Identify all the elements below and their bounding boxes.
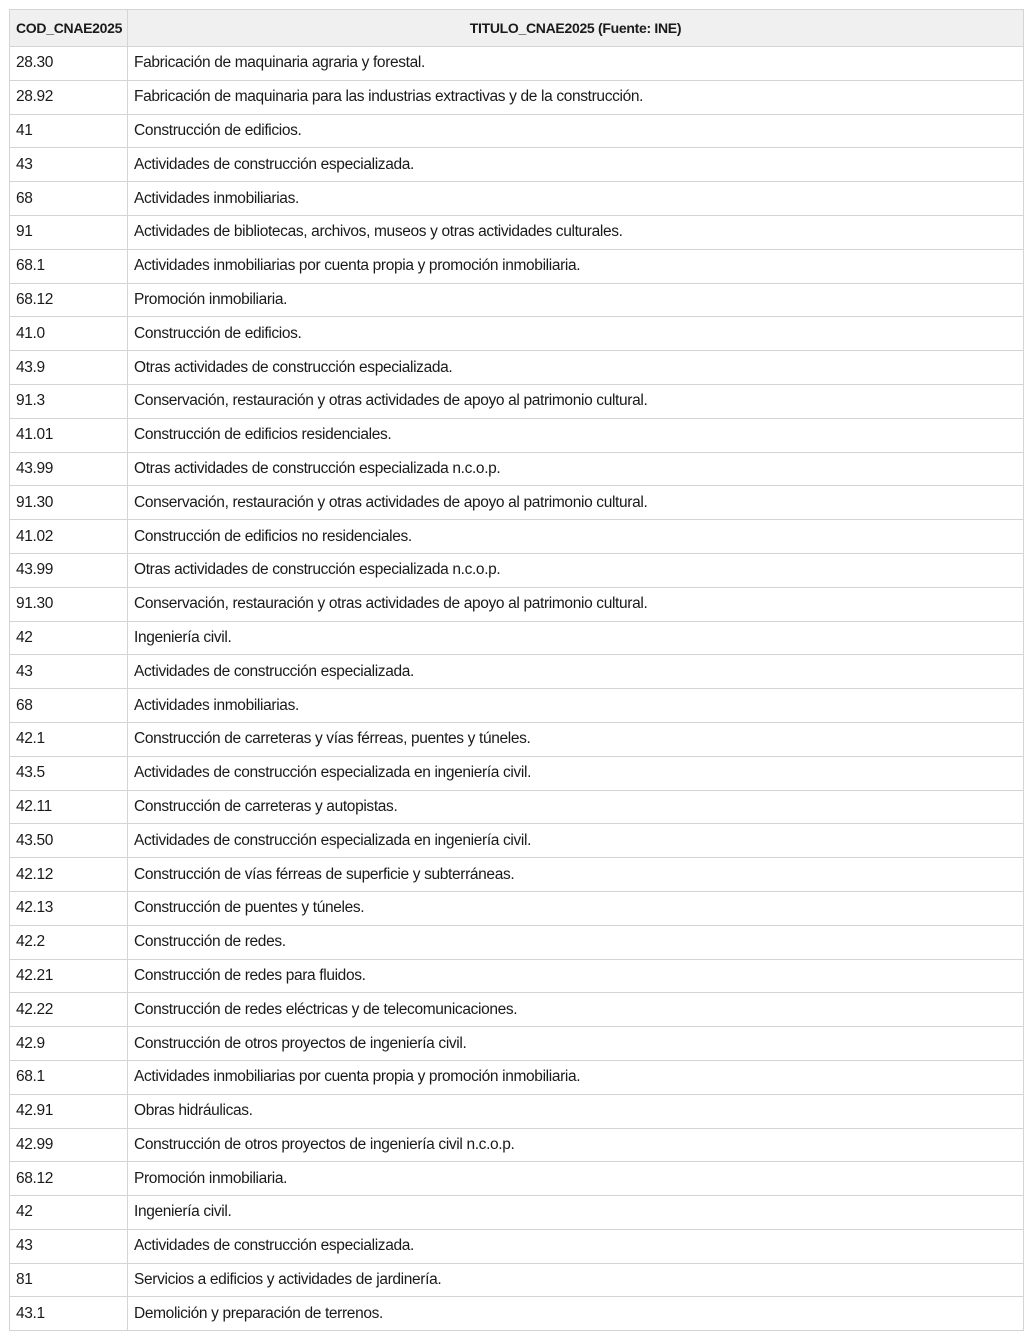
table-row	[10, 553, 1024, 587]
cell-code: 42.13	[10, 891, 128, 925]
table-row	[10, 824, 1024, 858]
cell-title: Construcción de edificios.	[128, 317, 1024, 351]
cell-code: 91	[10, 215, 128, 249]
table-row	[10, 114, 1024, 148]
table-row	[10, 520, 1024, 554]
cell-title: Fabricación de maquinaria para las industrias extractivas y de la construcción.	[128, 80, 1024, 114]
table-row	[10, 249, 1024, 283]
cell-title: Otras actividades de construcción especializada n.c.o.p.	[128, 553, 1024, 587]
cnae-table	[9, 9, 1024, 1331]
cell-code: 42	[10, 1196, 128, 1230]
cell-title: Actividades de construcción especializada.	[128, 655, 1024, 689]
cell-code: 68.1	[10, 1060, 128, 1094]
cell-title: Construcción de carreteras y autopistas.	[128, 790, 1024, 824]
cell-title: Construcción de otros proyectos de ingeniería civil.	[128, 1027, 1024, 1061]
cell-title: Construcción de edificios residenciales.	[128, 418, 1024, 452]
cell-code: 42.9	[10, 1027, 128, 1061]
table-body	[10, 47, 1024, 1331]
table-row	[10, 182, 1024, 216]
table-row	[10, 418, 1024, 452]
cell-title: Construcción de puentes y túneles.	[128, 891, 1024, 925]
cell-title: Servicios a edificios y actividades de jardinería.	[128, 1263, 1024, 1297]
table-row	[10, 317, 1024, 351]
cell-title: Construcción de otros proyectos de ingeniería civil n.c.o.p.	[128, 1128, 1024, 1162]
cnae-table-container	[9, 9, 1023, 1331]
cell-code: 43.50	[10, 824, 128, 858]
cell-title: Ingeniería civil.	[128, 1196, 1024, 1230]
table-row	[10, 1297, 1024, 1331]
cell-title: Construcción de redes eléctricas y de telecomunicaciones.	[128, 993, 1024, 1027]
table-row	[10, 351, 1024, 385]
table-row	[10, 1263, 1024, 1297]
table-row	[10, 283, 1024, 317]
table-row	[10, 384, 1024, 418]
cell-title: Construcción de redes para fluidos.	[128, 959, 1024, 993]
table-row	[10, 1229, 1024, 1263]
table-row	[10, 993, 1024, 1027]
cell-code: 91.3	[10, 384, 128, 418]
header-row	[10, 10, 1024, 47]
cell-code: 43	[10, 655, 128, 689]
cell-title: Conservación, restauración y otras actividades de apoyo al patrimonio cultural.	[128, 587, 1024, 621]
table-row	[10, 891, 1024, 925]
table-header	[10, 10, 1024, 47]
table-row	[10, 689, 1024, 723]
cell-title: Actividades inmobiliarias.	[128, 182, 1024, 216]
table-row	[10, 1094, 1024, 1128]
table-row	[10, 148, 1024, 182]
cell-code: 42.22	[10, 993, 128, 1027]
cell-title: Construcción de redes.	[128, 925, 1024, 959]
table-row	[10, 790, 1024, 824]
cell-code: 42.12	[10, 858, 128, 892]
cell-title: Actividades de construcción especializada.	[128, 1229, 1024, 1263]
cell-code: 42.2	[10, 925, 128, 959]
table-row	[10, 1060, 1024, 1094]
cell-code: 43.99	[10, 452, 128, 486]
cell-title: Conservación, restauración y otras actividades de apoyo al patrimonio cultural.	[128, 486, 1024, 520]
cell-title: Ingeniería civil.	[128, 621, 1024, 655]
column-header-title: TITULO_CNAE2025 (Fuente: INE)	[128, 10, 1024, 47]
cell-code: 42.99	[10, 1128, 128, 1162]
table-row	[10, 80, 1024, 114]
cell-title: Promoción inmobiliaria.	[128, 1162, 1024, 1196]
table-row	[10, 1196, 1024, 1230]
cell-code: 68	[10, 182, 128, 216]
cell-title: Demolición y preparación de terrenos.	[128, 1297, 1024, 1331]
table-row	[10, 959, 1024, 993]
cell-code: 68	[10, 689, 128, 723]
cell-code: 43.1	[10, 1297, 128, 1331]
cell-code: 41.02	[10, 520, 128, 554]
table-row	[10, 925, 1024, 959]
cell-code: 28.92	[10, 80, 128, 114]
cell-title: Construcción de carreteras y vías férreas, puentes y túneles.	[128, 722, 1024, 756]
cell-title: Otras actividades de construcción especializada n.c.o.p.	[128, 452, 1024, 486]
cell-code: 41.0	[10, 317, 128, 351]
cell-code: 43.99	[10, 553, 128, 587]
table-row	[10, 858, 1024, 892]
cell-code: 41.01	[10, 418, 128, 452]
cell-title: Actividades de construcción especializada.	[128, 148, 1024, 182]
table-row	[10, 756, 1024, 790]
cell-code: 68.12	[10, 1162, 128, 1196]
cell-title: Fabricación de maquinaria agraria y forestal.	[128, 47, 1024, 81]
cell-title: Conservación, restauración y otras actividades de apoyo al patrimonio cultural.	[128, 384, 1024, 418]
cell-code: 42.21	[10, 959, 128, 993]
table-row	[10, 722, 1024, 756]
cell-title: Promoción inmobiliaria.	[128, 283, 1024, 317]
cell-code: 43	[10, 1229, 128, 1263]
table-row	[10, 1128, 1024, 1162]
cell-code: 42.1	[10, 722, 128, 756]
cell-title: Otras actividades de construcción especializada.	[128, 351, 1024, 385]
cell-title: Construcción de edificios no residenciales.	[128, 520, 1024, 554]
cell-title: Actividades de bibliotecas, archivos, museos y otras actividades culturales.	[128, 215, 1024, 249]
column-header-code: COD_CNAE2025	[10, 10, 128, 47]
table-row	[10, 452, 1024, 486]
cell-code: 68.12	[10, 283, 128, 317]
cell-title: Actividades inmobiliarias por cuenta propia y promoción inmobiliaria.	[128, 1060, 1024, 1094]
table-row	[10, 1162, 1024, 1196]
cell-code: 43.9	[10, 351, 128, 385]
cell-code: 28.30	[10, 47, 128, 81]
cell-code: 42.91	[10, 1094, 128, 1128]
cell-code: 42	[10, 621, 128, 655]
cell-title: Actividades de construcción especializada en ingeniería civil.	[128, 824, 1024, 858]
cell-title: Construcción de vías férreas de superficie y subterráneas.	[128, 858, 1024, 892]
cell-code: 43	[10, 148, 128, 182]
table-row	[10, 587, 1024, 621]
cell-title: Actividades inmobiliarias por cuenta propia y promoción inmobiliaria.	[128, 249, 1024, 283]
cell-title: Construcción de edificios.	[128, 114, 1024, 148]
cell-code: 41	[10, 114, 128, 148]
cell-code: 42.11	[10, 790, 128, 824]
cell-code: 91.30	[10, 587, 128, 621]
table-row	[10, 1027, 1024, 1061]
table-row	[10, 215, 1024, 249]
cell-title: Actividades de construcción especializada en ingeniería civil.	[128, 756, 1024, 790]
cell-code: 81	[10, 1263, 128, 1297]
table-row	[10, 655, 1024, 689]
table-row	[10, 486, 1024, 520]
cell-code: 43.5	[10, 756, 128, 790]
cell-title: Actividades inmobiliarias.	[128, 689, 1024, 723]
table-row	[10, 47, 1024, 81]
table-row	[10, 621, 1024, 655]
cell-code: 68.1	[10, 249, 128, 283]
cell-code: 91.30	[10, 486, 128, 520]
cell-title: Obras hidráulicas.	[128, 1094, 1024, 1128]
